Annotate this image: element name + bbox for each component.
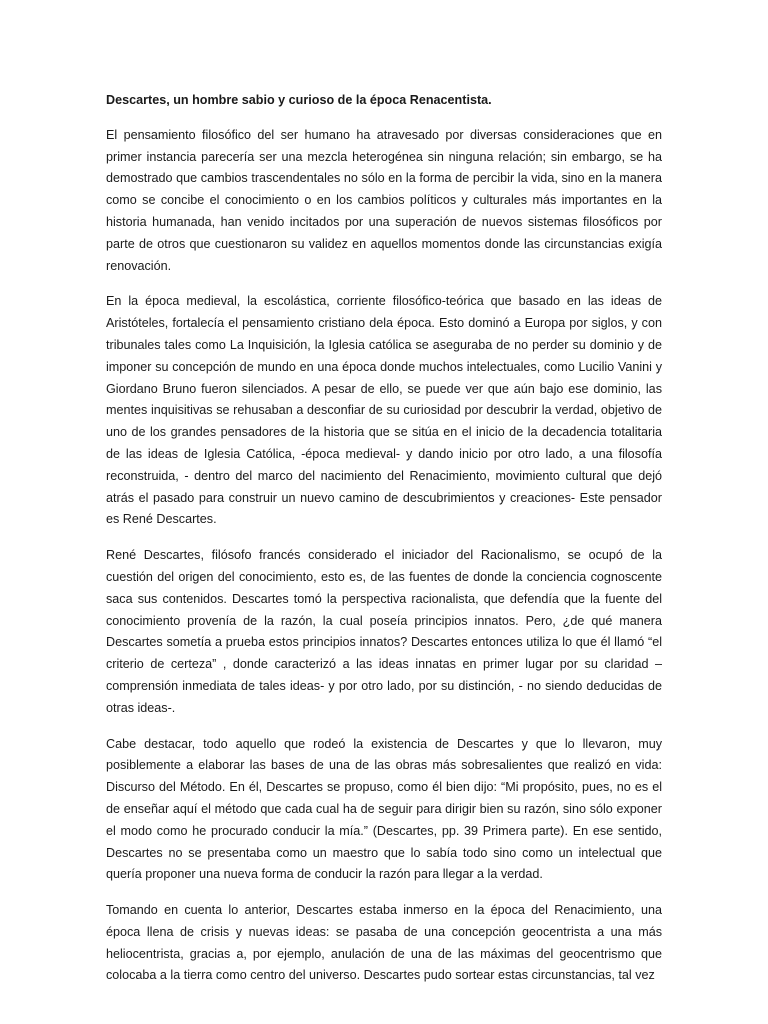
paragraph-3: René Descartes, filósofo francés considerado el iniciador del Racionalismo, se ocupó de la cuestión del origen del conocimiento, esto es, de las fuentes de donde la conciencia cognoscente saca sus contenidos. Descartes tomó la perspectiva racionalista, que defendía que la fuente del conocimiento provenía de la razón, la cual poseía principios innatos. Pero, ¿de qué manera Descartes sometía a prueba estos principios innatos? Descartes entonces utiliza lo que él llamó “el criterio de certeza” , donde caracterizó a las ideas innatas en primer lugar por su claridad – comprensión inmediata de tales ideas- y por otro lado, por su distinción, - no siendo deducidas de otras ideas-.: [106, 548, 662, 715]
paragraph-4: Cabe destacar, todo aquello que rodeó la existencia de Descartes y que lo llevaron, muy posiblemente a elaborar las bases de una de las obras más sobresalientes que realizó en vida: Discurso del Método. En él, Descartes se propuso, como él bien dijo: “Mi propósito, pues, no es el de enseñar aquí el método que cada cual ha de seguir para dirigir bien su razón, sino sólo exponer el modo como he procurado conducir la mía.” (Descartes, pp. 39 Primera parte). En ese sentido, Descartes no se presentaba como un maestro que lo sabía todo sino como un intelectual que quería proponer una nueva forma de conducir la razón para llegar a la verdad.: [106, 736, 662, 882]
paragraph-5: Tomando en cuenta lo anterior, Descartes estaba inmerso en la época del Renacimiento, una época llena de crisis y nuevas ideas: se pasaba de una concepción geocentrista a una más heliocentrista, gracias a, por ejemplo, anulación de una de las máximas del geocentrismo que colocaba a la tierra como centro del universo. Descartes pudo sortear estas circunstancias, tal vez: [106, 903, 662, 983]
paragraph-1: El pensamiento filosófico del ser humano ha atravesado por diversas consideraciones que en primer instancia parecería ser una mezcla heterogénea sin ninguna relación; sin embargo, se ha demostrado que cambios trascendentales no sólo en la forma de percibir la vida, sino en la manera como se concibe el conocimiento o en los cambios políticos y culturales más importantes en la historia humanada, han venido incitados por una superación de nuevos sistemas filosóficos por parte de otros que cuestionaron su validez en aquellos momentos donde las circunstancias exigía renovación.: [106, 127, 662, 273]
document-title: Descartes, un hombre sabio y curioso de la época Renacentista.: [106, 93, 492, 107]
paragraph-2: En la época medieval, la escolástica, corriente filosófico-teórica que basado en las ideas de Aristóteles, fortalecía el pensamiento cristiano dela época. Esto dominó a Europa por siglos, y con tribunales tales como La Inquisición, la Iglesia católica se aseguraba de no perder su dominio y de imponer su concepción de mundo en una época donde muchos intelectuales, como Lucilio Vanini y Giordano Bruno fueron silenciados. A pesar de ello, se puede ver que aún bajo ese dominio, las mentes inquisitivas se rehusaban a desconfiar de su curiosidad por descubrir la verdad, objetivo de uno de los grandes pensadores de la historia que se sitúa en el inicio de la decadencia totalitaria de las ideas de Iglesia Católica, -época medieval- y dando inicio por otro lado, a una filosofía reconstruida, - dentro del marco del nacimiento del Renacimiento, movimiento cultural que dejó atrás el pasado para construir un nuevo camino de descubrimientos y creaciones- Este pensador es René Descartes.: [106, 294, 662, 527]
document-page: [106, 90, 662, 1001]
